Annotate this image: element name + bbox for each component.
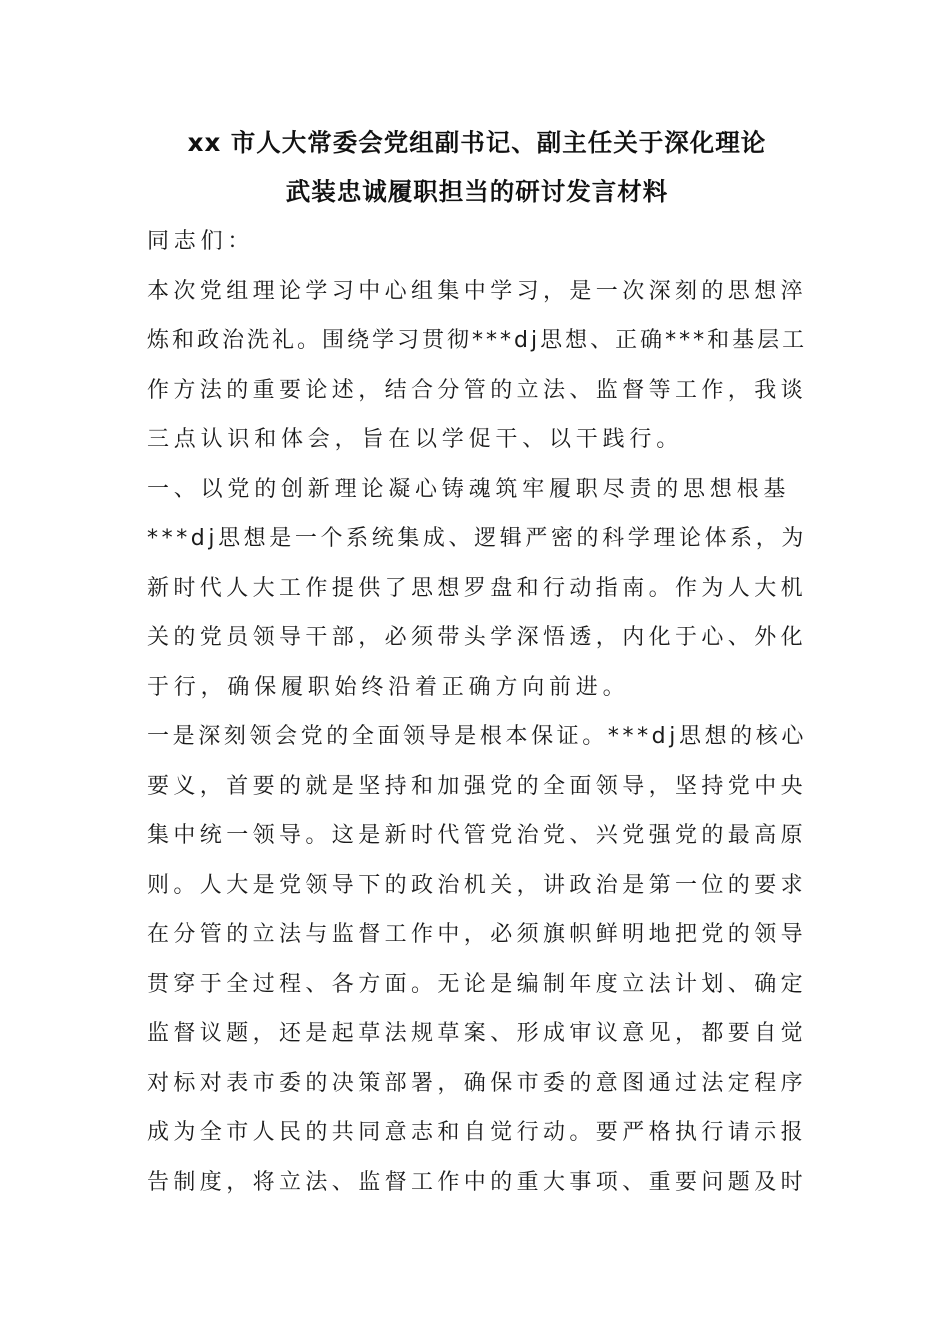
paragraph-line: 一是深刻领会党的全面领导是根本保证。***dj思想的核心 xyxy=(147,724,807,749)
paragraph-line: 炼和政治洗礼。围绕学习贯彻***dj思想、正确***和基层工 xyxy=(147,328,807,353)
paragraph-intro xyxy=(147,267,807,465)
paragraph-line: 于行，确保履职始终沿着正确方向前进。 xyxy=(147,674,630,700)
greeting xyxy=(147,217,807,267)
paragraph-line: 新时代人大工作提供了思想罗盘和行动指南。作为人大机 xyxy=(147,575,807,601)
paragraph-line: 关的党员领导干部，必须带头学深悟透，内化于心、外化 xyxy=(147,625,807,650)
paragraph-line: 监督议题，还是起草法规草案、形成审议意见，都要自觉 xyxy=(147,1021,807,1046)
document-page xyxy=(147,118,807,1207)
paragraph-line: 告制度，将立法、监督工作中的重大事项、重要问题及时 xyxy=(147,1169,807,1195)
paragraph-line: 集中统一领导。这是新时代管党治党、兴党强党的最高原 xyxy=(147,823,807,848)
paragraph-point-1 xyxy=(147,712,807,1207)
paragraph-line: 在分管的立法与监督工作中，必须旗帜鲜明地把党的领导 xyxy=(147,922,807,947)
paragraph-line: 三点认识和体会，旨在以学促干、以干践行。 xyxy=(147,427,684,452)
paragraph-line: 贯穿于全过程、各方面。无论是编制年度立法计划、确定 xyxy=(147,971,807,997)
paragraph-line: 要义，首要的就是坚持和加强党的全面领导，坚持党中央 xyxy=(147,773,807,799)
section-heading-line: 一、以党的创新理论凝心铸魂筑牢履职尽责的思想根基 xyxy=(147,476,791,502)
title-line-2: 武装忠诚履职担当的研讨发言材料 xyxy=(285,177,669,206)
title-line-1: xx 市人大常委会党组副书记、副主任关于深化理论 xyxy=(187,128,767,157)
paragraph-line: ***dj思想是一个系统集成、逻辑严密的科学理论体系，为 xyxy=(147,526,807,551)
paragraph-line: 本次党组理论学习中心组集中学习，是一次深刻的思想淬 xyxy=(147,278,807,304)
document-title xyxy=(147,118,807,216)
paragraph-section-1 xyxy=(147,514,807,712)
paragraph-line: 作方法的重要论述，结合分管的立法、监督等工作，我谈 xyxy=(147,377,807,403)
greeting-line: 同志们： xyxy=(147,229,255,254)
paragraph-line: 则。人大是党领导下的政治机关，讲政治是第一位的要求 xyxy=(147,872,807,898)
paragraph-line: 成为全市人民的共同意志和自觉行动。要严格执行请示报 xyxy=(147,1120,807,1145)
paragraph-line: 对标对表市委的决策部署，确保市委的意图通过法定程序 xyxy=(147,1070,807,1096)
section-heading-1 xyxy=(147,465,807,515)
